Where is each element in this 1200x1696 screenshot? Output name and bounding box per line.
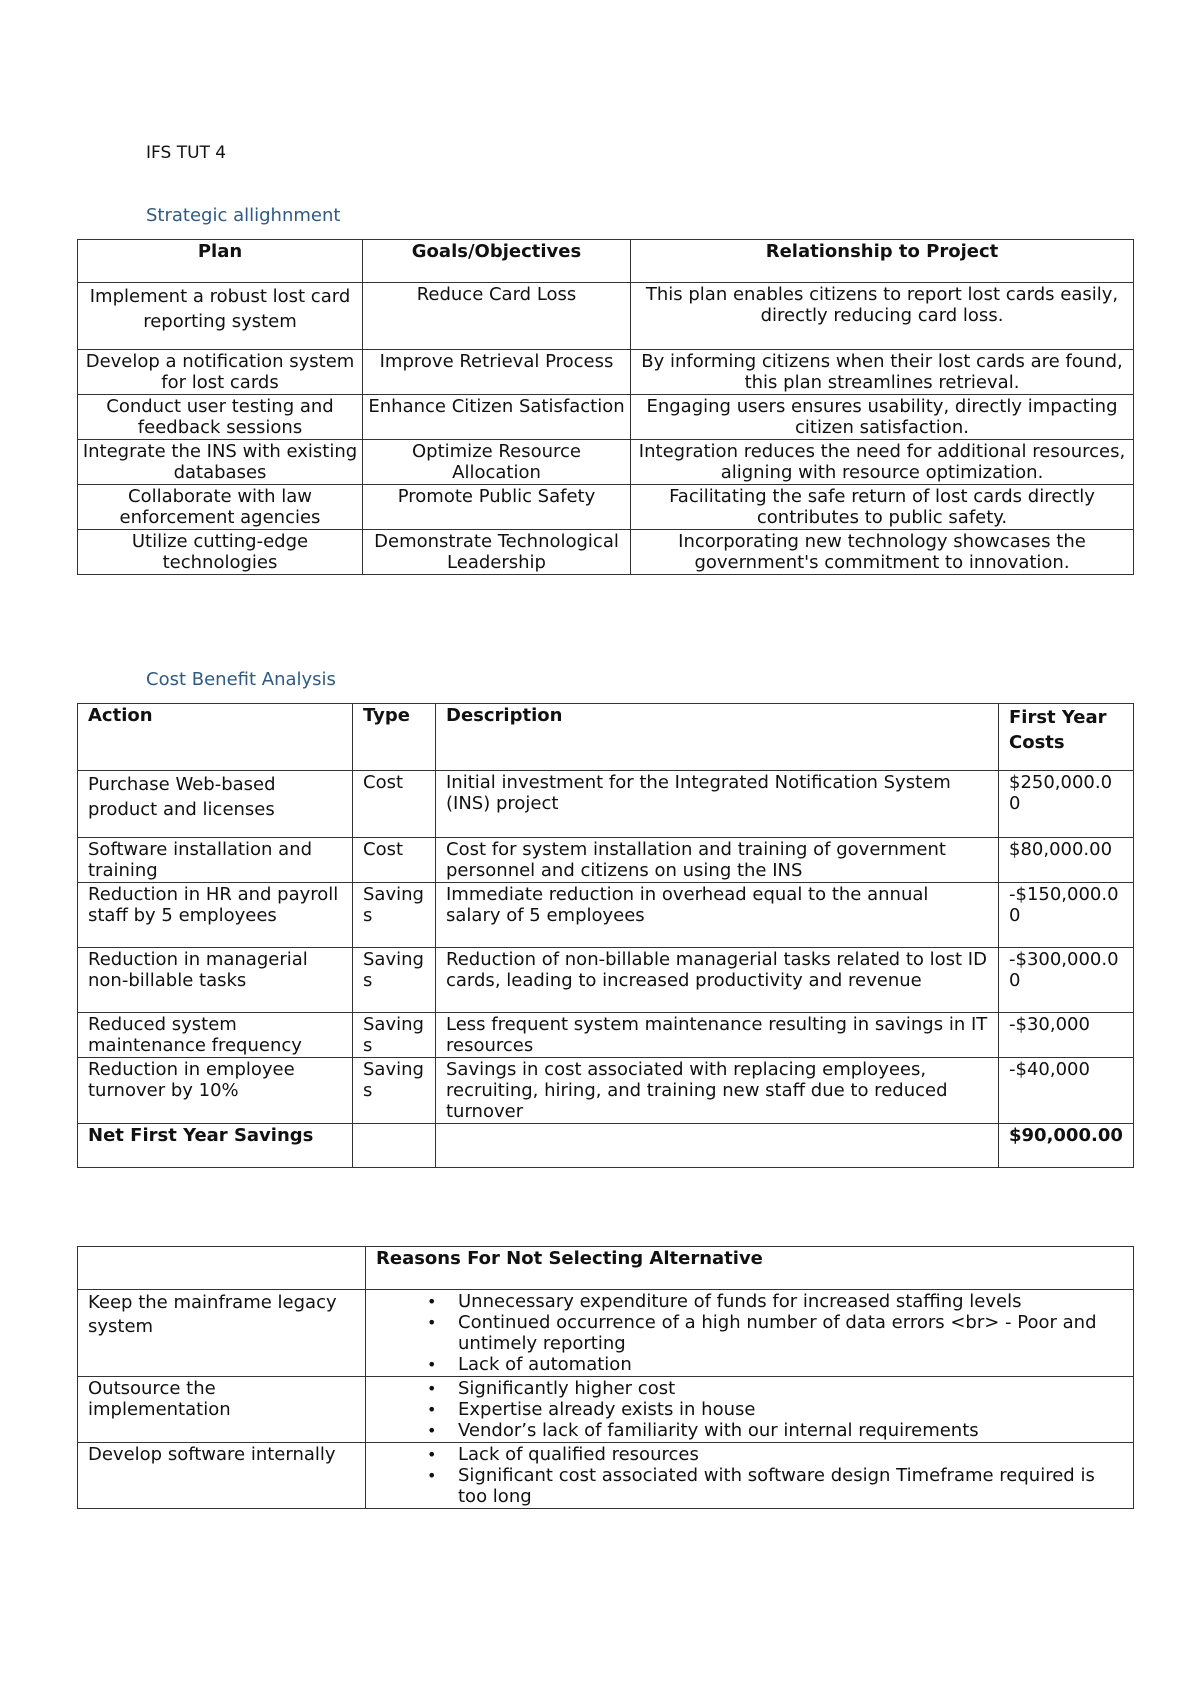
table-cell: Initial investment for the Integrated Notification System (INS) project [436, 771, 999, 838]
table-cell: Less frequent system maintenance resulting in savings in IT resources [436, 1013, 999, 1058]
table-cell: Purchase Web-based product and licenses [78, 771, 353, 838]
table-row [78, 771, 1134, 838]
table-row [78, 838, 1134, 883]
table-cell: Improve Retrieval Process [363, 350, 631, 395]
table-cell [436, 1124, 999, 1168]
table-row [78, 948, 1134, 1013]
table-cell: Enhance Citizen Satisfaction [363, 395, 631, 440]
table-cell: Develop software internally [78, 1443, 366, 1509]
total-value: $90,000.00 [999, 1124, 1134, 1168]
alternatives-table [77, 1246, 1134, 1509]
table-cell: Conduct user testing and feedback sessions [78, 395, 363, 440]
table-cell: Incorporating new technology showcases the government's commitment to innovation. [631, 530, 1134, 575]
table-cell: Cost for system installation and training of government personnel and citizens on using the INS [436, 838, 999, 883]
column-header: Goals/Objectives [363, 240, 631, 283]
table-cell: Software installation and training [78, 838, 353, 883]
list-item: • Lack of qualified resources [458, 1444, 1123, 1465]
table-cell: Reduction in employee turnover by 10% [78, 1058, 353, 1124]
list-item: • Expertise already exists in house [458, 1399, 1123, 1420]
table-cell: Outsource the implementation [78, 1377, 366, 1443]
table-cell: Savings [353, 883, 436, 948]
table-cell: -$300,000.00 [999, 948, 1134, 1013]
table-cell: Cost [353, 771, 436, 838]
table-cell: Reduced system maintenance frequency [78, 1013, 353, 1058]
table-cell: This plan enables citizens to report lost cards easily, directly reducing card loss. [631, 283, 1134, 350]
strategic-alignment-heading: Strategic allighnment [146, 205, 341, 226]
table-cell: Keep the mainframe legacy system [78, 1290, 366, 1377]
table-cell: -$40,000 [999, 1058, 1134, 1124]
table-cell: Savings [353, 948, 436, 1013]
table-cell: -$30,000 [999, 1013, 1134, 1058]
table-cell: $250,000.00 [999, 771, 1134, 838]
table-cell: Savings in cost associated with replacing employees, recruiting, hiring, and training new staff due to reduced turnover [436, 1058, 999, 1124]
table-cell: Integrate the INS with existing databases [78, 440, 363, 485]
table-row [78, 1443, 1134, 1509]
table-header-row [78, 240, 1134, 283]
list-item: • Unnecessary expenditure of funds for increased staffing levels [458, 1291, 1123, 1312]
list-item: • Continued occurrence of a high number of data errors <br> - Poor and untimely reporting [458, 1312, 1123, 1354]
table-row [78, 395, 1134, 440]
table-cell: Facilitating the safe return of lost cards directly contributes to public safety. [631, 485, 1134, 530]
total-row [78, 1124, 1134, 1168]
document-title: IFS TUT 4 [146, 143, 227, 163]
table-cell: Savings [353, 1058, 436, 1124]
reasons-list [376, 1291, 1123, 1375]
cost-benefit-table [77, 703, 1134, 1168]
reasons-list [376, 1444, 1123, 1507]
table-cell: Reduction in HR and payroll staff by 5 employees [78, 883, 353, 948]
table-cell [366, 1290, 1134, 1377]
list-item: • Vendor’s lack of familiarity with our internal requirements [458, 1420, 1123, 1441]
column-header: Type [353, 704, 436, 771]
table-cell: Demonstrate Technological Leadership [363, 530, 631, 575]
table-cell [366, 1443, 1134, 1509]
table-cell: Utilize cutting-edge technologies [78, 530, 363, 575]
total-label: Net First Year Savings [78, 1124, 353, 1168]
table-row [78, 1290, 1134, 1377]
table-row [78, 530, 1134, 575]
table-cell: Savings [353, 1013, 436, 1058]
table-cell: Collaborate with law enforcement agencies [78, 485, 363, 530]
table-header-row [78, 704, 1134, 771]
table-cell: Cost [353, 838, 436, 883]
column-header: Action [78, 704, 353, 771]
cost-benefit-heading: Cost Benefit Analysis [146, 669, 336, 690]
table-row [78, 350, 1134, 395]
table-cell: Optimize Resource Allocation [363, 440, 631, 485]
table-cell: -$150,000.00 [999, 883, 1134, 948]
table-row [78, 1058, 1134, 1124]
list-item: • Lack of automation [458, 1354, 1123, 1375]
table-cell: Reduce Card Loss [363, 283, 631, 350]
column-header: Plan [78, 240, 363, 283]
list-item: • Significant cost associated with software design Timeframe required is too long [458, 1465, 1123, 1507]
table-cell: Integration reduces the need for additional resources, aligning with resource optimization. [631, 440, 1134, 485]
column-header: Relationship to Project [631, 240, 1134, 283]
table-cell: Engaging users ensures usability, directly impacting citizen satisfaction. [631, 395, 1134, 440]
table-row [78, 1377, 1134, 1443]
table-header-row [78, 1247, 1134, 1290]
table-cell: Implement a robust lost card reporting system [78, 283, 363, 350]
column-header: Reasons For Not Selecting Alternative [366, 1247, 1134, 1290]
list-item: • Significantly higher cost [458, 1378, 1123, 1399]
table-cell: By informing citizens when their lost cards are found, this plan streamlines retrieval. [631, 350, 1134, 395]
table-cell: $80,000.00 [999, 838, 1134, 883]
table-cell: Promote Public Safety [363, 485, 631, 530]
table-row [78, 440, 1134, 485]
table-row [78, 283, 1134, 350]
table-cell: Reduction in managerial non-billable tasks [78, 948, 353, 1013]
table-row [78, 485, 1134, 530]
table-cell: Develop a notification system for lost cards [78, 350, 363, 395]
strategic-alignment-table [77, 239, 1134, 575]
table-cell: Reduction of non-billable managerial tasks related to lost ID cards, leading to increased productivity and revenue [436, 948, 999, 1013]
column-header: First Year Costs [999, 704, 1134, 771]
reasons-list [376, 1378, 1123, 1441]
table-cell: Immediate reduction in overhead equal to the annual salary of 5 employees [436, 883, 999, 948]
column-header: Description [436, 704, 999, 771]
table-cell [353, 1124, 436, 1168]
table-row [78, 883, 1134, 948]
table-row [78, 1013, 1134, 1058]
table-cell [366, 1377, 1134, 1443]
column-header [78, 1247, 366, 1290]
